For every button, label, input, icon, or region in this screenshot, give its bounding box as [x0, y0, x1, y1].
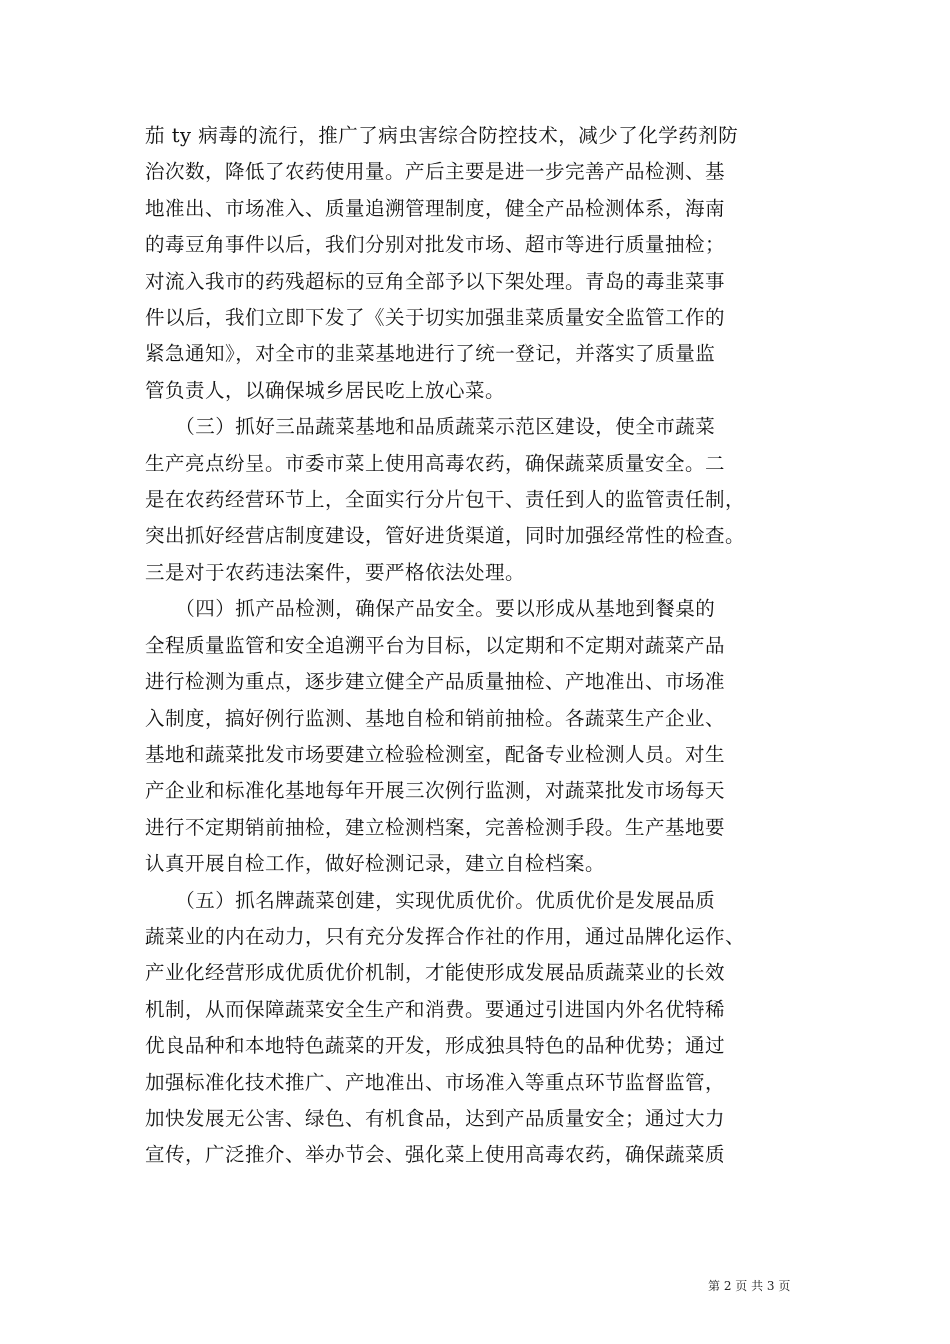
text-line: （三）抓好三品蔬菜基地和品质蔬菜示范区建设，使全市蔬菜 — [145, 415, 716, 439]
text-line: 管负责人，以确保城乡居民吃上放心菜。 — [145, 378, 506, 402]
text-line: 地准出、市场准入、质量追溯管理制度，健全产品检测体系，海南 — [145, 196, 726, 220]
text-line: 机制，从而保障蔬菜安全生产和消费。要通过引进国内外名优特稀 — [145, 997, 726, 1021]
text-line: 加强标准化技术推广、产地准出、市场准入等重点环节监督监管， — [145, 1070, 726, 1094]
text-line: 进行不定期销前抽检，建立检测档案，完善检测手段。生产基地要 — [145, 815, 726, 839]
page-number: 第 2 页 共 3 页 — [708, 1279, 791, 1293]
text-line: 治次数，降低了农药使用量。产后主要是进一步完善产品检测、基 — [145, 160, 726, 184]
text-line: 是在农药经营环节上，全面实行分片包干、责任到人的监管责任制， — [145, 488, 746, 512]
text-line: 对流入我市的药残超标的豆角全部予以下架处理。青岛的毒韭菜事 — [145, 269, 726, 293]
text-line: 加快发展无公害、绿色、有机食品，达到产品质量安全；通过大力 — [145, 1106, 726, 1130]
text-line: 宣传，广泛推介、举办节会、强化菜上使用高毒农药，确保蔬菜质 — [145, 1143, 726, 1167]
text-line: 入制度，搞好例行监测、基地自检和销前抽检。各蔬菜生产企业、 — [145, 706, 726, 730]
text-line: 紧急通知》，对全市的韭菜基地进行了统一登记，并落实了质量监 — [145, 342, 716, 366]
paragraph-1 — [145, 118, 810, 409]
text-line: 认真开展自检工作，做好检测记录，建立自检档案。 — [145, 852, 606, 876]
text-line: 蔬菜业的内在动力，只有充分发挥合作社的作用，通过品牌化运作、 — [145, 924, 746, 948]
text-line: 产业化经营形成优质优价机制，才能使形成发展品质蔬菜业的长效 — [145, 961, 726, 985]
text-line: 的毒豆角事件以后，我们分别对批发市场、超市等进行质量抽检； — [145, 233, 726, 257]
text-line: （五）抓名牌蔬菜创建，实现优质优价。优质优价是发展品质 — [145, 888, 716, 912]
text-line: 突出抓好经营店制度建设，管好进货渠道，同时加强经常性的检查。 — [145, 524, 746, 548]
text-line: 生产亮点纷呈。市委市菜上使用高毒农药，确保蔬菜质量安全。二 — [145, 451, 726, 475]
text-line: 进行检测为重点，逐步建立健全产品质量抽检、产地准出、市场准 — [145, 670, 726, 694]
document-body — [145, 118, 810, 1174]
text-line: 件以后，我们立即下发了《关于切实加强韭菜质量安全监管工作的 — [145, 306, 726, 330]
text-line: 茄 ty 病毒的流行，推广了病虫害综合防控技术，减少了化学药剂防 — [145, 124, 739, 147]
text-line: 产企业和标准化基地每年开展三次例行监测，对蔬菜批发市场每天 — [145, 779, 726, 803]
paragraph-4 — [145, 883, 810, 1174]
text-line: （四）抓产品检测，确保产品安全。要以形成从基地到餐桌的 — [145, 597, 716, 621]
paragraph-2 — [145, 409, 810, 591]
text-line: 基地和蔬菜批发市场要建立检验检测室，配备专业检测人员。对生 — [145, 742, 726, 766]
text-line: 优良品种和本地特色蔬菜的开发，形成独具特色的品种优势；通过 — [145, 1034, 726, 1058]
paragraph-3 — [145, 591, 810, 882]
text-line: 三是对于农药违法案件，要严格依法处理。 — [145, 560, 526, 584]
text-line: 全程质量监管和安全追溯平台为目标，以定期和不定期对蔬菜产品 — [145, 633, 726, 657]
